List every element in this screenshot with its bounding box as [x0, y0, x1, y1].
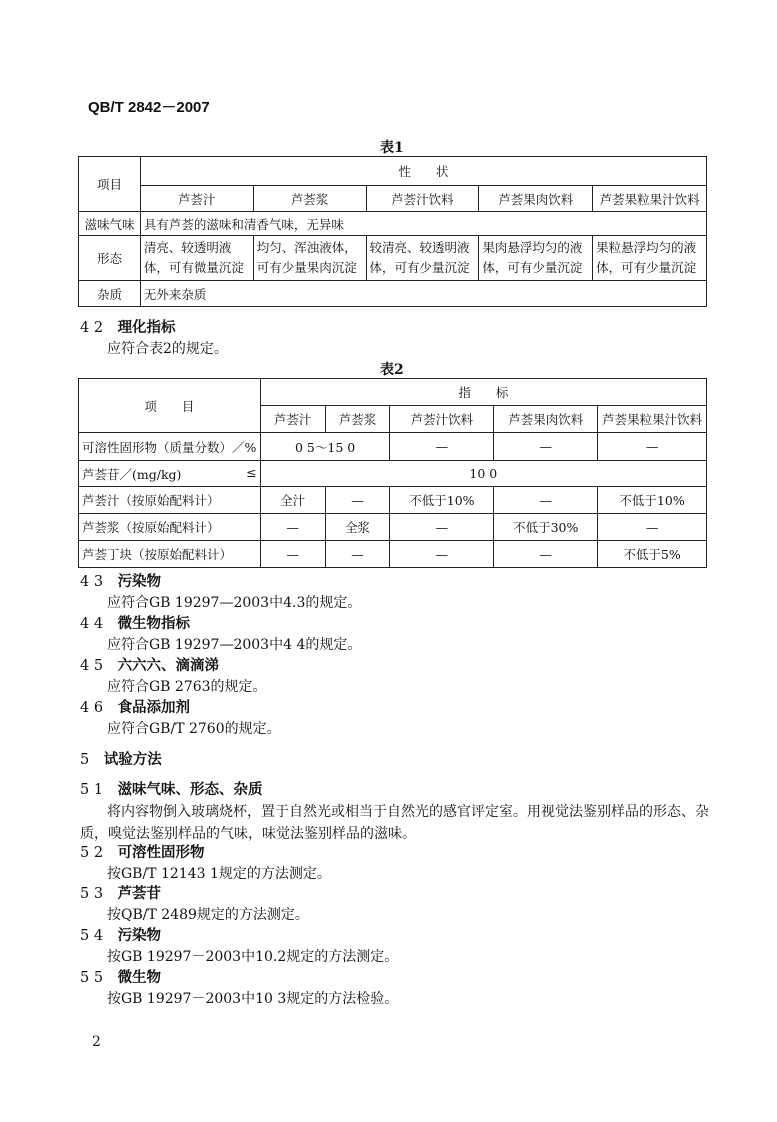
section-body: 应符合GB 19297—2003中4 4的规定。	[107, 637, 362, 653]
table1-cell: 无外来杂质	[140, 281, 706, 307]
table2	[78, 378, 707, 568]
section-heading: 4 4 微生物指标	[80, 615, 191, 632]
section-heading: 5 1 滋味气味、形态、杂质	[80, 781, 263, 798]
section-body: 应符合GB 2763的规定。	[107, 679, 267, 695]
table1-col-header: 芦荟浆	[253, 186, 366, 212]
chapter-heading: 5 试验方法	[80, 751, 162, 768]
section-body: 按GB 19297－2003中10.2规定的方法测定。	[107, 949, 399, 965]
table1-cell: 较清亮、较透明液体，可有少量沉淀	[366, 236, 479, 281]
section-heading: 5 4 污染物	[80, 927, 162, 944]
table2-cell: —	[390, 541, 494, 568]
table2-col-header: 芦荟汁	[260, 406, 325, 433]
section-heading: 4 5 六六六、滴滴涕	[80, 657, 220, 674]
table2-row-label: 芦荟汁（按原始配料计）	[79, 487, 261, 514]
table2-cell: 不低于30%	[494, 514, 598, 541]
page-number: 2	[92, 1034, 101, 1050]
table2-cell: —	[325, 487, 390, 514]
section-body: 应符合GB/T 2760的规定。	[107, 721, 281, 737]
section-body: 按GB 19297－2003中10 3规定的方法检验。	[107, 991, 399, 1007]
section-body: 按GB/T 12143 1规定的方法测定。	[107, 866, 331, 882]
table2-cell: —	[494, 433, 598, 461]
table2-cell: —	[598, 433, 707, 461]
table2-col-header: 芦荟果肉饮料	[494, 406, 598, 433]
table1-item-header: 项目	[79, 157, 141, 212]
table2-cell: —	[390, 514, 494, 541]
less-equal-symbol: ≤	[246, 464, 257, 480]
table2-item-header: 项 目	[79, 379, 261, 433]
table2-cell: 不低于5%	[598, 541, 707, 568]
table1-cell: 具有芦荟的滋味和清香气味，无异味	[140, 212, 706, 236]
standard-code: QB/T 2842－2007	[88, 99, 210, 116]
section-body: 将内容物倒入玻璃烧杯，置于自然光或相当于自然光的感官评定室。用视觉法鉴别样品的形态、杂	[107, 804, 709, 820]
section-body: 质，嗅觉法鉴别样品的气味，味觉法鉴别样品的滋味。	[80, 826, 416, 842]
table1-row-label: 杂质	[79, 281, 141, 307]
section-body: 按QB/T 2489规定的方法测定。	[107, 907, 309, 923]
table2-caption: 表2	[380, 362, 404, 378]
table1-cell: 果肉悬浮均匀的液体，可有少量沉淀	[479, 236, 593, 281]
table2-col-header: 芦荟浆	[325, 406, 390, 433]
table2-col-header: 芦荟汁饮料	[390, 406, 494, 433]
table1-cell: 果粒悬浮均匀的液体，可有少量沉淀	[593, 236, 707, 281]
table2-cell: 全汁	[260, 487, 325, 514]
table1-cell: 清亮、较透明液体，可有微量沉淀	[140, 236, 253, 281]
table1-row-label: 形态	[79, 236, 141, 281]
section-heading: 4 3 污染物	[80, 573, 162, 590]
section-body: 应符合表2的规定。	[107, 341, 228, 357]
table1-cell: 均匀、浑浊液体，可有少量果肉沉淀	[253, 236, 366, 281]
table2-cell: 10 0	[260, 461, 706, 487]
table2-row-label: 芦荟丁块（按原始配料计）	[79, 541, 261, 568]
section-heading: 4 2 理化指标	[80, 319, 176, 336]
table1-col-header: 芦荟果肉饮料	[479, 186, 593, 212]
table2-cell: 不低于10%	[390, 487, 494, 514]
table1-row-label: 滋味气味	[79, 212, 141, 236]
table1-col-header: 芦荟果粒果汁饮料	[593, 186, 707, 212]
table2-cell: —	[325, 541, 390, 568]
section-heading: 5 2 可溶性固形物	[80, 844, 205, 861]
table1	[78, 156, 707, 307]
table2-row-label: 芦荟苷／(mg/kg) ≤	[79, 461, 261, 487]
table1-col-header: 芦荟汁饮料	[366, 186, 479, 212]
table1-caption: 表1	[380, 140, 404, 156]
table2-cell: —	[494, 541, 598, 568]
table2-cell: —	[260, 514, 325, 541]
table2-group-header: 指 标	[260, 379, 706, 406]
table2-cell: —	[494, 487, 598, 514]
table2-cell: —	[598, 514, 707, 541]
table2-row-label: 芦荟浆（按原始配料计）	[79, 514, 261, 541]
table2-cell: —	[260, 541, 325, 568]
table2-cell: —	[390, 433, 494, 461]
table2-row-label: 可溶性固形物（质量分数）／%	[79, 433, 261, 461]
section-body: 应符合GB 19297—2003中4.3的规定。	[107, 595, 362, 611]
section-heading: 5 5 微生物	[80, 969, 162, 986]
table1-group-header: 性 状	[140, 157, 706, 186]
section-heading: 5 3 芦荟苷	[80, 885, 162, 902]
table2-cell: 0 5～15 0	[260, 433, 390, 461]
table2-cell: 不低于10%	[598, 487, 707, 514]
table2-cell: 全浆	[325, 514, 390, 541]
table2-col-header: 芦荟果粒果汁饮料	[598, 406, 707, 433]
section-heading: 4 6 食品添加剂	[80, 699, 191, 716]
table1-col-header: 芦荟汁	[140, 186, 253, 212]
